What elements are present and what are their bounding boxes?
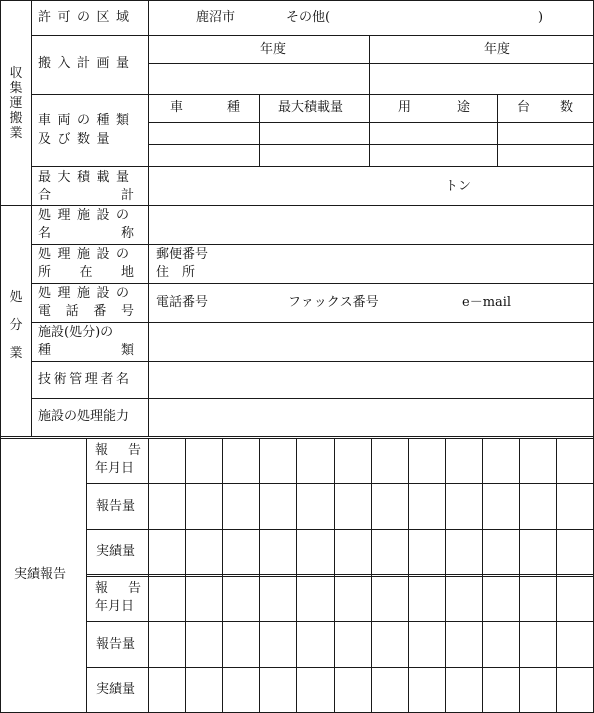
email-label: e－mail [462,295,512,310]
rule [296,438,297,713]
col-vehicle-type: 車 種 [170,100,240,115]
rule [86,576,594,577]
facility-type-label: 種 類 [38,343,134,358]
report-date-label: 年月日 [95,461,135,476]
fax-label: ファックス番号 [288,295,379,310]
rule [86,483,594,484]
address-label: 住 所 [156,265,196,280]
rule [334,438,335,713]
rule [0,436,594,437]
facility-type-label: 施設(処分)の [38,325,114,340]
reported-amount-label: 報告量 [96,499,136,514]
facility-phone-label: 電 話 番 号 [38,304,134,319]
rule [31,0,32,437]
rule [31,94,594,95]
rule [148,122,594,123]
rule [369,94,370,166]
actual-amount-label: 実績量 [96,544,136,559]
vehicle-label: 車両の種類 [38,113,136,128]
report-date-label: 年月日 [95,599,135,614]
area-city: 鹿沼市 [196,10,236,25]
rule [86,438,87,713]
col-max-capacity: 最大積載量 [278,100,344,115]
area-close: ) [538,10,544,25]
rule [86,667,594,668]
rule [31,35,594,36]
facility-phone-label: 処理施設の [38,286,136,301]
collection-section-label: 収 集 運 搬 業 [9,66,23,141]
facility-address-label: 処理施設の [38,247,136,262]
rule [86,529,594,530]
rule [445,438,446,713]
rule [31,244,594,245]
rule [31,398,594,399]
rule [0,0,594,1]
report-section-label: 実績報告 [14,567,67,582]
rule [148,0,149,437]
rule [408,438,409,713]
total-unit: トン [445,179,472,194]
rule [369,35,370,94]
postal-code-label: 郵便番号 [156,247,209,262]
rule [519,438,520,713]
report-date-label: 報 告 [95,443,141,458]
total-capacity-label: 最大積載量 [38,170,136,185]
rule [0,0,1,713]
rule [259,94,260,166]
area-other: その他( [286,10,331,25]
facility-name-label: 処理施設の [38,208,136,223]
rule [86,574,594,575]
report-date-label: 報 告 [95,581,141,596]
rule [31,166,594,167]
col-use: 用 途 [398,100,470,115]
rule [148,63,594,64]
processing-capacity-label: 施設の処理能力 [38,409,130,424]
vehicle-label: 及び数量 [38,132,117,147]
facility-address-label: 所 在 地 [38,265,134,280]
phone-label: 電話番号 [156,295,209,310]
rule [31,283,594,284]
rule [556,438,557,713]
rule [0,438,594,439]
col-count: 台 数 [517,100,573,115]
reported-amount-label: 報告量 [96,637,136,652]
rule [148,438,149,713]
disposal-section-label: 処 分 業 [9,290,23,361]
actual-amount-label: 実績量 [96,682,136,697]
facility-name-label: 名 称 [38,226,134,241]
technical-manager-label: 技術管理者名 [38,372,132,387]
rule [185,438,186,713]
rule [259,438,260,713]
rule [86,621,594,622]
plan-year-left: 年度 [260,42,287,57]
rule [31,361,594,362]
rule [148,144,594,145]
rule [222,438,223,713]
area-label: 許可の区域 [38,10,136,25]
rule [371,438,372,713]
total-capacity-label: 合 計 [38,188,134,203]
rule [31,322,594,323]
rule [0,205,594,206]
plan-year-right: 年度 [484,42,511,57]
rule [497,94,498,166]
plan-label: 搬入計画量 [38,56,136,71]
rule [482,438,483,713]
